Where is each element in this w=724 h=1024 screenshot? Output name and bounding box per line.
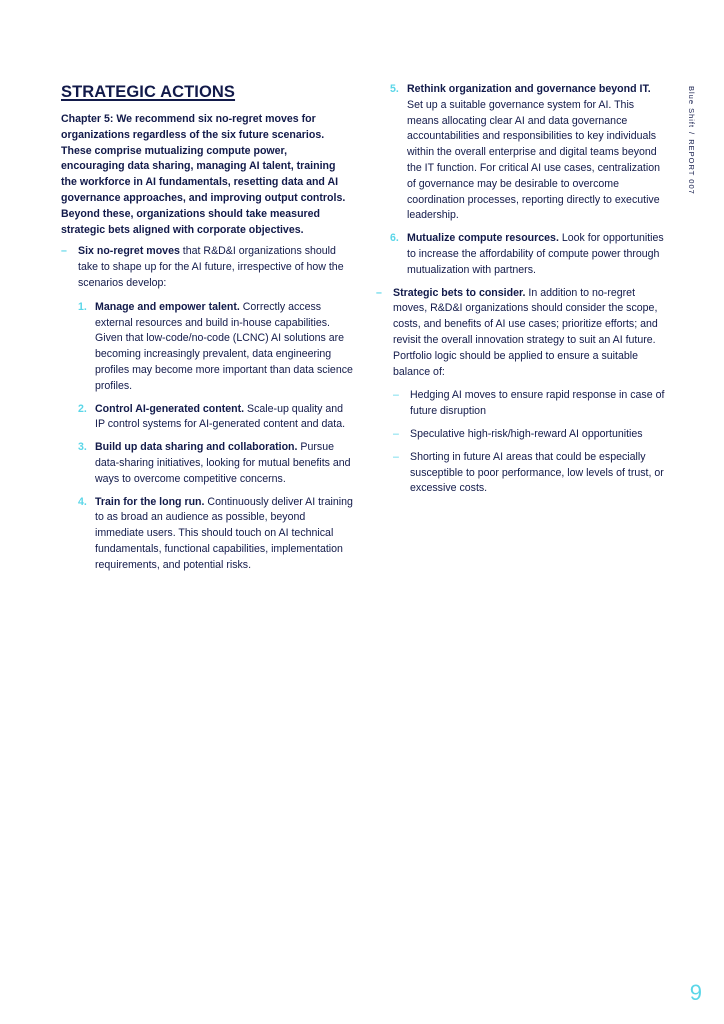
right-column [376,82,666,504]
no-regret-list-continued [390,82,666,279]
sub-bullet [393,450,666,497]
separator: / [687,132,696,136]
sub-bullet [393,427,666,443]
list-item [390,82,666,224]
dash-bullet: – [376,286,382,299]
dash-bullet: – [393,427,399,440]
list-item [78,402,353,434]
item-title: Manage and empower talent. [95,300,240,313]
item-text: Continuously deliver AI training to as broad an audience as possible, beyond immediate users. This should touch on AI technical fundamentals, functional capabilities, implementation requirements, and potential risks. [95,495,353,571]
strategic-bets [376,286,666,381]
list-item [390,231,666,278]
chapter-intro: Chapter 5: We recommend six no-regret moves for organizations regardless of the six future scenarios. These comprise mutualizing compute power, encouraging data sharing, managing AI talent, training the workforce in AI fundamentals, resetting data and AI governance approaches, and improving output controls. Beyond these, organizations should take measured strategic bets aligned with corporate objectives. [61,113,346,236]
side-running-header [686,86,696,195]
no-regret-text: that R&D&I organizations should take to shape up for the AI future, irrespective of how the scenarios develop: [78,245,344,289]
no-regret-title: Six no-regret moves [78,245,180,258]
brand-name: Blue Shift [687,86,696,129]
item-title: Control AI-generated content. [95,402,245,415]
item-text: Correctly access external resources and build in-house capabilities. Given that low-code/no-code (LCNC) AI solutions are becoming increasingly prevalent, data engineering profiles may become more important than data science profiles. [95,300,353,392]
list-item [78,495,353,574]
strategic-bets-title: Strategic bets to consider. [393,286,526,299]
item-title: Mutualize compute resources. [407,232,559,245]
item-number: 4. [78,495,87,508]
item-title: Train for the long run. [95,495,205,508]
dash-bullet: – [61,245,67,258]
item-number: 5. [390,83,399,95]
item-number: 3. [78,441,87,454]
no-regret-list [78,300,353,574]
dash-bullet: – [393,389,399,402]
sub-bullet [393,388,666,420]
item-text: Scale-up quality and IP control systems for AI-generated content and data. [95,402,346,431]
item-number: 2. [78,402,87,415]
no-regret-moves [61,244,353,291]
sub-bullet-text: Hedging AI moves to ensure rapid response in case of future disruption [410,389,665,418]
item-text: Set up a suitable governance system for AI. This means allocating clear AI and data governance accountabilities and responsibilities to key individuals within the overall enterprise and digital teams beyond the IT function. For critical AI use cases, centralization of governance may be desirable to overcome coordination processes, reporting directly to executive leadership. [407,98,660,222]
strategic-bets-text: In addition to no-regret moves, R&D&I organizations should consider the scope, costs, and benefits of AI use cases; prioritize efforts; and revisit the overall innovation strategy to suit an AI future. Portfolio logic should be applied to ensure a suitable balance of: [393,286,658,378]
item-title: Rethink organization and governance beyond IT. [407,83,651,95]
list-item [78,440,353,487]
report-number: REPORT 007 [687,139,696,195]
item-title: Build up data sharing and collaboration. [95,441,298,454]
section-heading: STRATEGIC ACTIONS [61,83,236,101]
list-item [78,300,353,395]
item-number: 1. [78,300,87,313]
left-column [61,82,353,581]
sub-bullet-text: Shorting in future AI areas that could be especially susceptible to poor performance, low levels of trust, or excessive costs. [410,450,664,495]
item-text: Pursue data-sharing initiatives, looking for mutual benefits and ways to overcome competitive concerns. [95,441,351,485]
item-number: 6. [390,232,399,245]
dash-bullet: – [393,450,399,463]
sub-bullet-text: Speculative high-risk/high-reward AI opportunities [410,427,643,440]
page-number: 9 [689,980,702,1005]
item-text: Look for opportunities to increase the affordability of compute power through mutualization with partners. [407,232,664,276]
